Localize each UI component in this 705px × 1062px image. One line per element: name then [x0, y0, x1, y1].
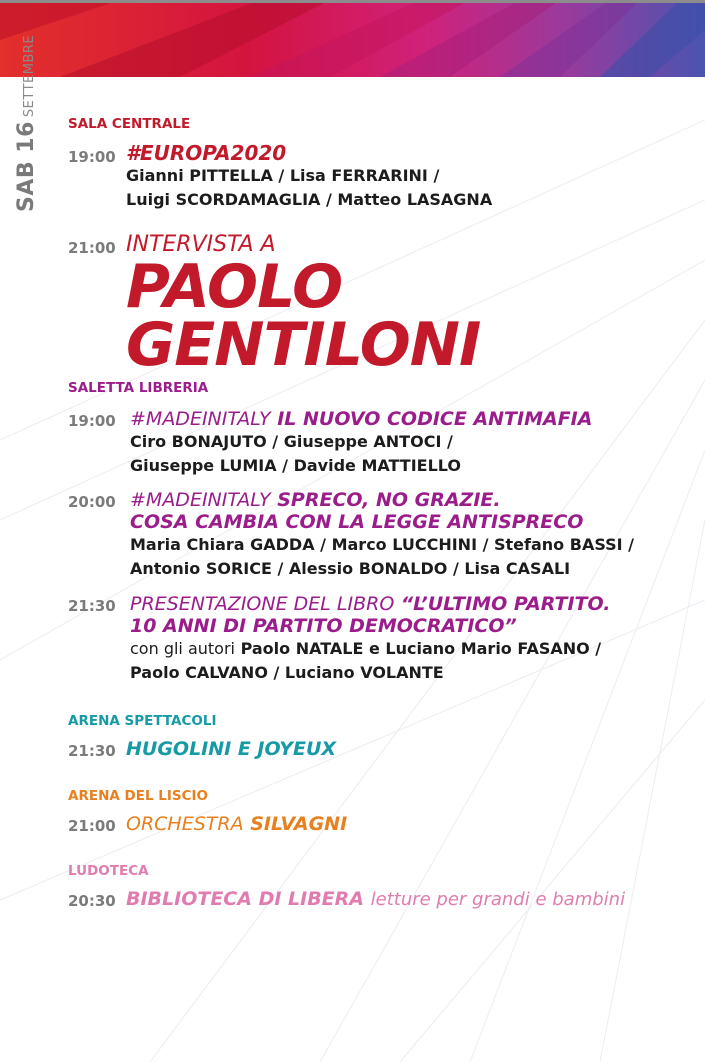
section-arena-spettacoli: ARENA SPETTACOLI: [68, 713, 217, 729]
event-title-prefix: ORCHESTRA: [126, 813, 244, 835]
date-month: SETTEMBRE: [22, 34, 37, 118]
event-title: HUGOLINI E JOYEUX: [126, 738, 337, 760]
event-authors-prefix: con gli autori: [130, 639, 235, 658]
event-speakers-line: Antonio SORICE / Alessio BONALDO / Lisa CASALI: [130, 559, 571, 578]
event-time: 21:00: [68, 817, 116, 835]
event-title-intro: PRESENTAZIONE DEL LIBRO: [130, 593, 395, 615]
event-title-line2: 10 ANNI DI PARTITO DEMOCRATICO”: [130, 615, 517, 637]
event-hashtag: #MADEINITALY: [130, 408, 271, 430]
event-title: BIBLIOTECA DI LIBERA: [126, 888, 364, 910]
date-day: SAB 16: [14, 121, 39, 212]
date-label: [14, 34, 54, 212]
event-speakers-line: Ciro BONAJUTO / Giuseppe ANTOCI /: [130, 432, 453, 451]
event-title: #EUROPA2020: [126, 141, 287, 165]
event-title: INTERVISTA A: [126, 232, 276, 257]
event-hashtag: #MADEINITALY: [130, 489, 271, 511]
section-saletta-libreria: SALETTA LIBRERIA: [68, 380, 209, 396]
headline-name-first: PAOLO: [126, 252, 343, 322]
event-time: 20:00: [68, 493, 116, 511]
event-title: SPRECO, NO GRAZIE.: [277, 489, 501, 511]
event-speakers-line: Giuseppe LUMIA / Davide MATTIELLO: [130, 456, 461, 475]
event-time: 19:00: [68, 412, 116, 430]
event-title: SILVAGNI: [250, 813, 348, 835]
section-sala-centrale: SALA CENTRALE: [68, 116, 191, 132]
event-time: 20:30: [68, 892, 116, 910]
event-speakers-line: Gianni PITTELLA / Lisa FERRARINI /: [126, 166, 440, 185]
event-time: 19:00: [68, 148, 116, 166]
event-speakers-line: Maria Chiara GADDA / Marco LUCCHINI / Stefano BASSI /: [130, 535, 635, 554]
event-title-line2: COSA CAMBIA CON LA LEGGE ANTISPRECO: [130, 511, 584, 533]
event-subtitle: letture per grandi e bambini: [370, 889, 626, 910]
section-ludoteca: LUDOTECA: [68, 863, 149, 879]
event-title: “L’ULTIMO PARTITO.: [400, 593, 611, 615]
event-speakers-line: Paolo CALVANO / Luciano VOLANTE: [130, 663, 444, 682]
section-arena-liscio: ARENA DEL LISCIO: [68, 788, 208, 804]
event-time: 21:30: [68, 597, 116, 615]
event-time: 21:30: [68, 742, 116, 760]
event-time: 21:00: [68, 239, 116, 257]
event-speakers-line: Luigi SCORDAMAGLIA / Matteo LASAGNA: [126, 190, 493, 209]
event-speakers-line: Paolo NATALE e Luciano Mario FASANO /: [240, 639, 602, 658]
headline-name-last: GENTILONI: [126, 310, 481, 380]
event-title: IL NUOVO CODICE ANTIMAFIA: [277, 408, 593, 430]
